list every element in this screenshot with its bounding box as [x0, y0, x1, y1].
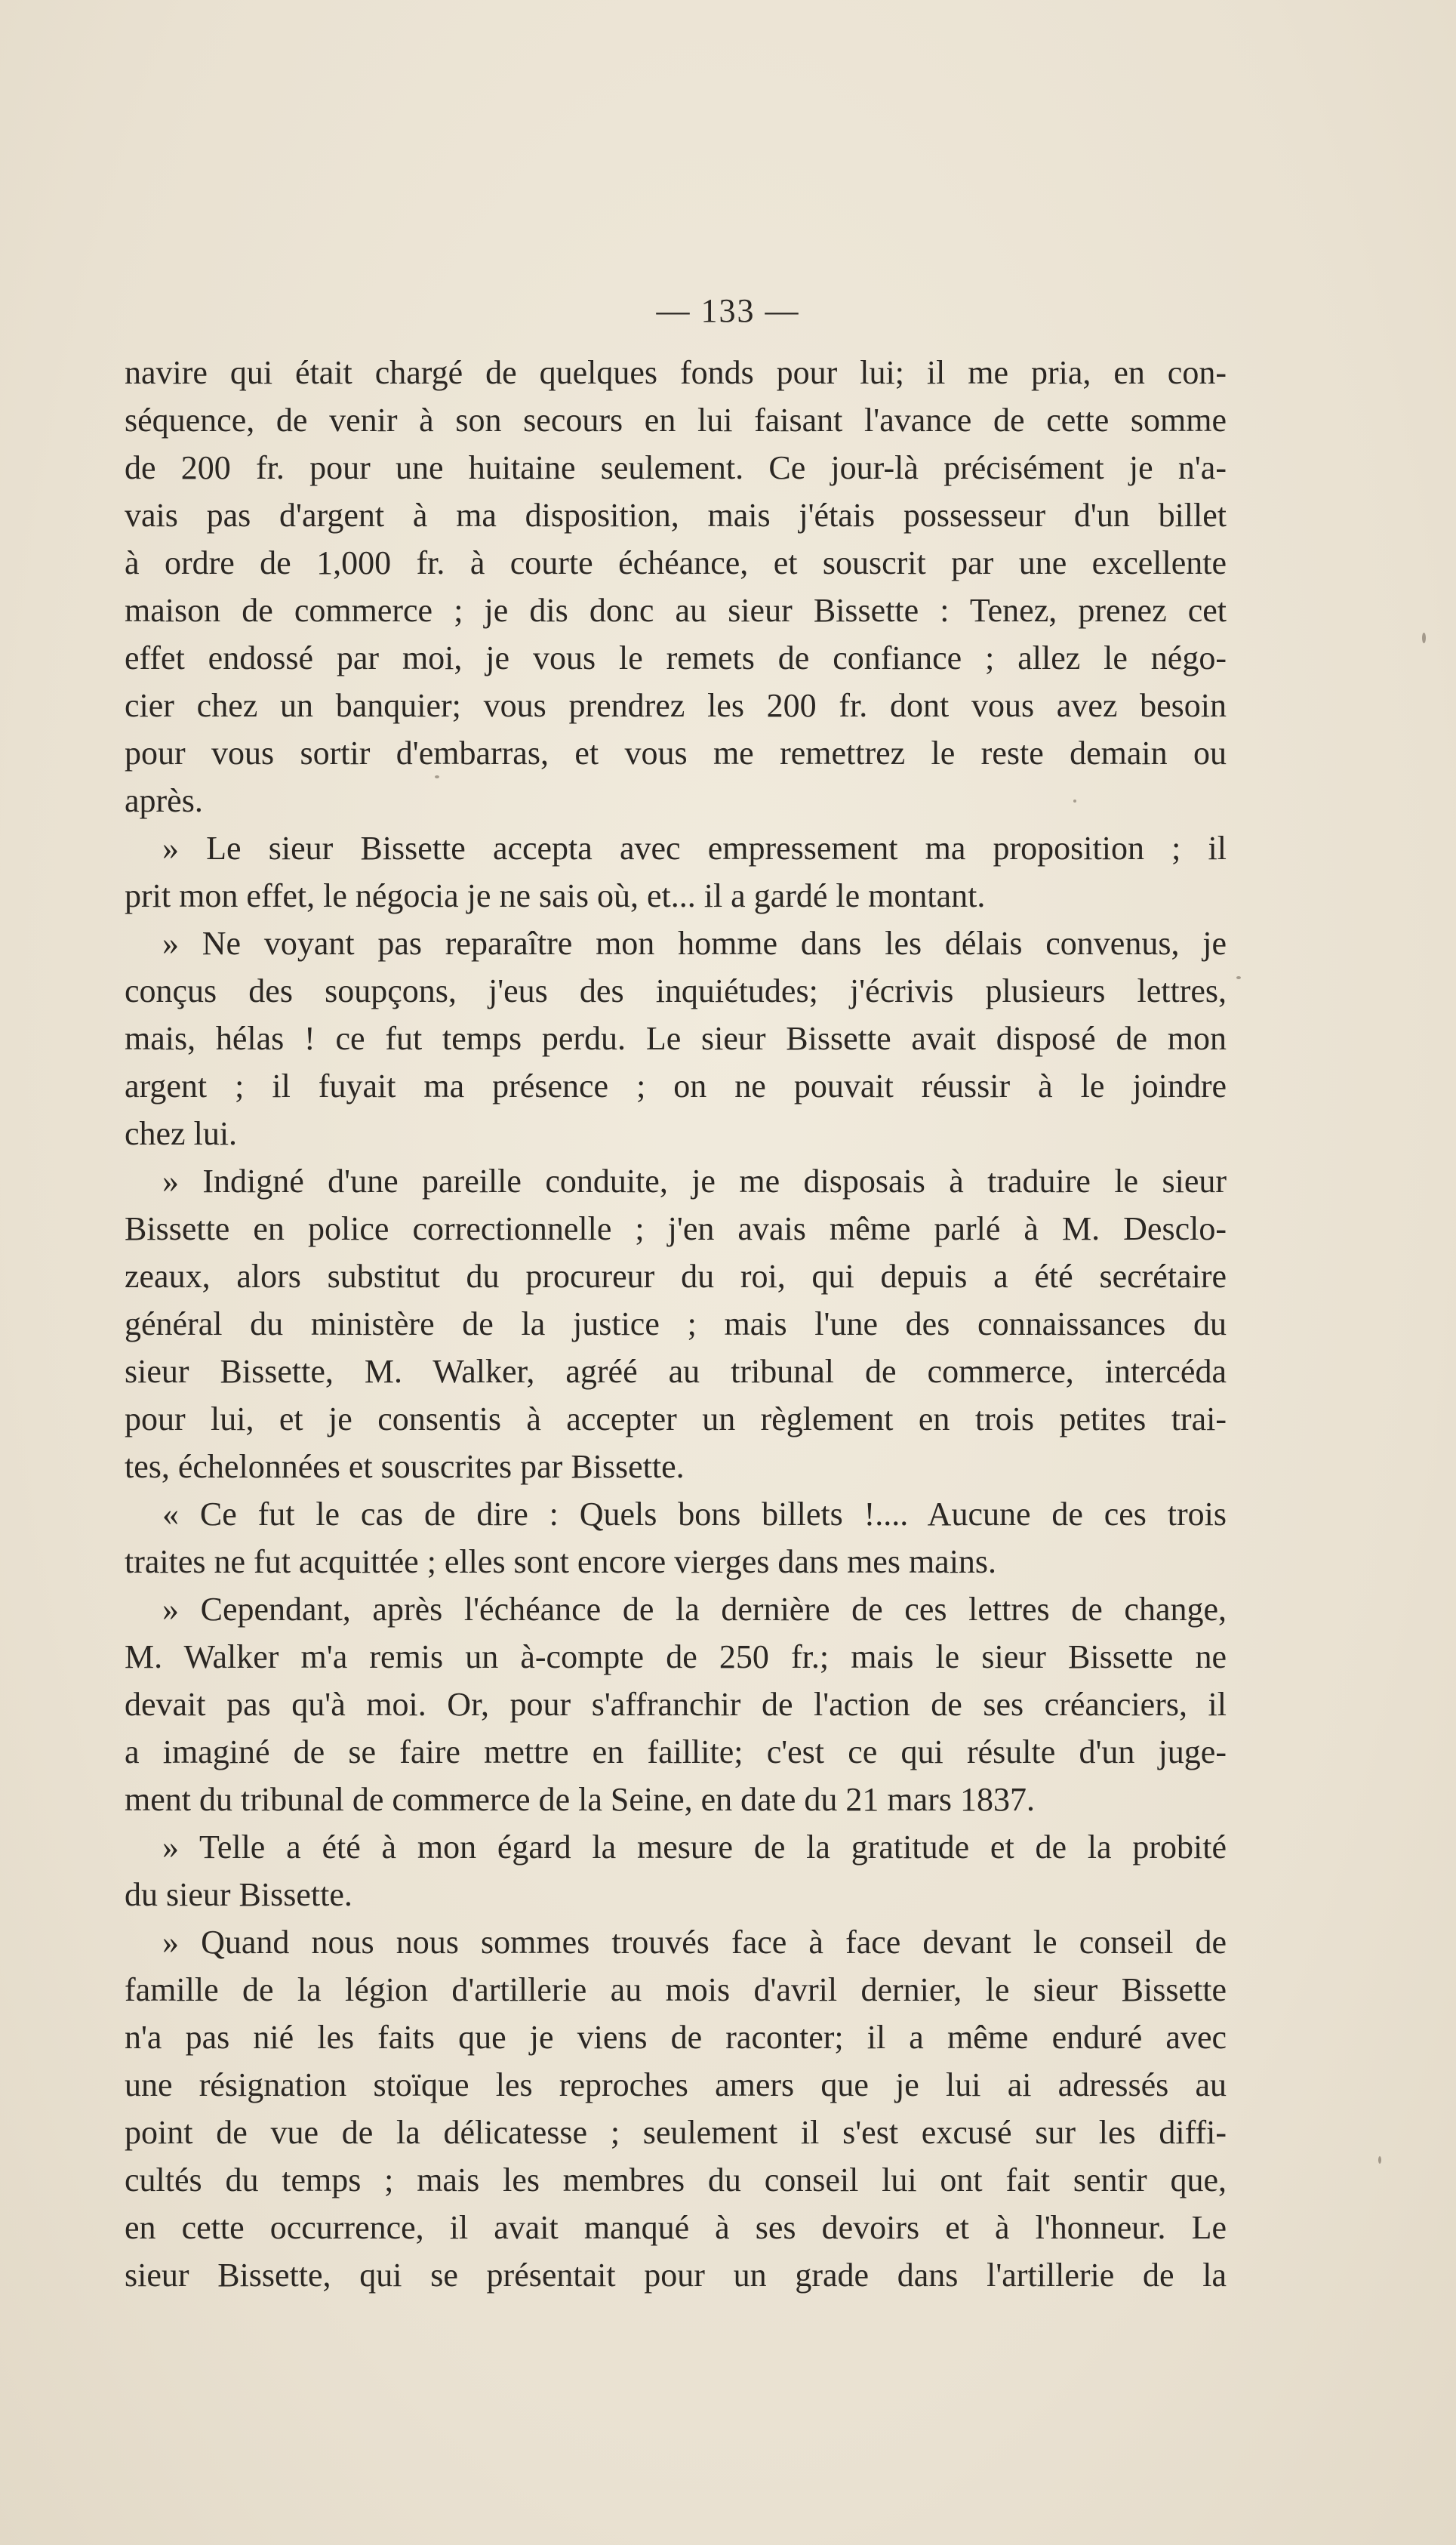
text-line: sieur Bissette, M. Walker, agréé au tribunal de commerce, intercéda [125, 1353, 1227, 1390]
text-line: » Cependant, après l'échéance de la dernière de ces lettres de change, [162, 1591, 1227, 1628]
text-line: point de vue de la délicatesse ; seulement il s'est excusé sur les diffi- [125, 2114, 1227, 2151]
text-line: » Telle a été à mon égard la mesure de la gratitude et de la probité [162, 1829, 1227, 1866]
text-line: » Indigné d'une pareille conduite, je me disposais à traduire le sieur [162, 1163, 1227, 1200]
text-line: » Ne voyant pas reparaître mon homme dans les délais convenus, je [162, 925, 1227, 962]
text-line: n'a pas nié les faits que je viens de raconter; il a même enduré avec [125, 2019, 1227, 2056]
text-line: » Le sieur Bissette accepta avec empressement ma proposition ; il [162, 830, 1227, 867]
paper-speck [435, 775, 439, 778]
text-line: en cette occurrence, il avait manqué à ses devoirs et à l'honneur. Le [125, 2209, 1227, 2246]
text-line: famille de la légion d'artillerie au mois d'avril dernier, le sieur Bissette [125, 1971, 1227, 2008]
text-line: séquence, de venir à son secours en lui faisant l'avance de cette somme [125, 402, 1227, 439]
text-line: mais, hélas ! ce fut temps perdu. Le sieur Bissette avait disposé de mon [125, 1020, 1227, 1057]
text-line: traites ne fut acquittée ; elles sont encore vierges dans mes mains. [125, 1543, 997, 1580]
text-line: argent ; il fuyait ma présence ; on ne pouvait réussir à le joindre [125, 1068, 1227, 1105]
paper-speck [1073, 800, 1076, 803]
text-line: a imaginé de se faire mettre en faillite; c'est ce qui résulte d'un juge- [125, 1733, 1227, 1770]
text-line: devait pas qu'à moi. Or, pour s'affranchir de l'action de ses créanciers, il [125, 1686, 1227, 1723]
paper-speck [1422, 633, 1426, 643]
text-line: « Ce fut le cas de dire : Quels bons billets !.... Aucune de ces trois [162, 1496, 1227, 1533]
page-number: — 133 — [656, 292, 800, 329]
paper-speck [1378, 2156, 1381, 2164]
text-line: vais pas d'argent à ma disposition, mais j'étais possesseur d'un billet [125, 497, 1227, 534]
text-line: effet endossé par moi, je vous le remets de confiance ; allez le négo- [125, 639, 1227, 676]
text-line: Bissette en police correctionnelle ; j'en avais même parlé à M. Desclo- [125, 1210, 1227, 1247]
text-line: cier chez un banquier; vous prendrez les 200 fr. dont vous avez besoin [125, 687, 1227, 724]
paper-speck [1236, 976, 1241, 979]
text-line: M. Walker m'a remis un à-compte de 250 fr.; mais le sieur Bissette ne [125, 1638, 1227, 1675]
text-line: de 200 fr. pour une huitaine seulement. Ce jour-là précisément je n'a- [125, 449, 1227, 486]
text-line: maison de commerce ; je dis donc au sieur Bissette : Tenez, prenez cet [125, 592, 1227, 629]
text-line: navire qui était chargé de quelques fonds pour lui; il me pria, en con- [125, 354, 1227, 391]
text-line: conçus des soupçons, j'eus des inquiétudes; j'écrivis plusieurs lettres, [125, 972, 1227, 1009]
text-line: pour vous sortir d'embarras, et vous me remettrez le reste demain ou [125, 735, 1227, 772]
body-text [125, 349, 1227, 2299]
text-line: cultés du temps ; mais les membres du conseil lui ont fait sentir que, [125, 2161, 1227, 2198]
text-line: général du ministère de la justice ; mais l'une des connaissances du [125, 1305, 1227, 1342]
text-line: zeaux, alors substitut du procureur du roi, qui depuis a été secrétaire [125, 1258, 1227, 1295]
text-line: à ordre de 1,000 fr. à courte échéance, et souscrit par une excellente [125, 544, 1227, 581]
text-line: après. [125, 782, 203, 819]
text-line: tes, échelonnées et souscrites par Bissette. [125, 1448, 685, 1485]
text-line: prit mon effet, le négocia je ne sais où, et... il a gardé le montant. [125, 877, 986, 914]
text-line: du sieur Bissette. [125, 1876, 352, 1913]
text-line: sieur Bissette, qui se présentait pour un grade dans l'artillerie de la [125, 2257, 1227, 2294]
text-line: chez lui. [125, 1115, 238, 1152]
text-line: ment du tribunal de commerce de la Seine, en date du 21 mars 1837. [125, 1781, 1035, 1818]
text-line: pour lui, et je consentis à accepter un règlement en trois petites trai- [125, 1400, 1227, 1437]
text-line: une résignation stoïque les reproches amers que je lui ai adressés au [125, 2066, 1227, 2103]
text-line: » Quand nous nous sommes trouvés face à face devant le conseil de [162, 1924, 1227, 1961]
